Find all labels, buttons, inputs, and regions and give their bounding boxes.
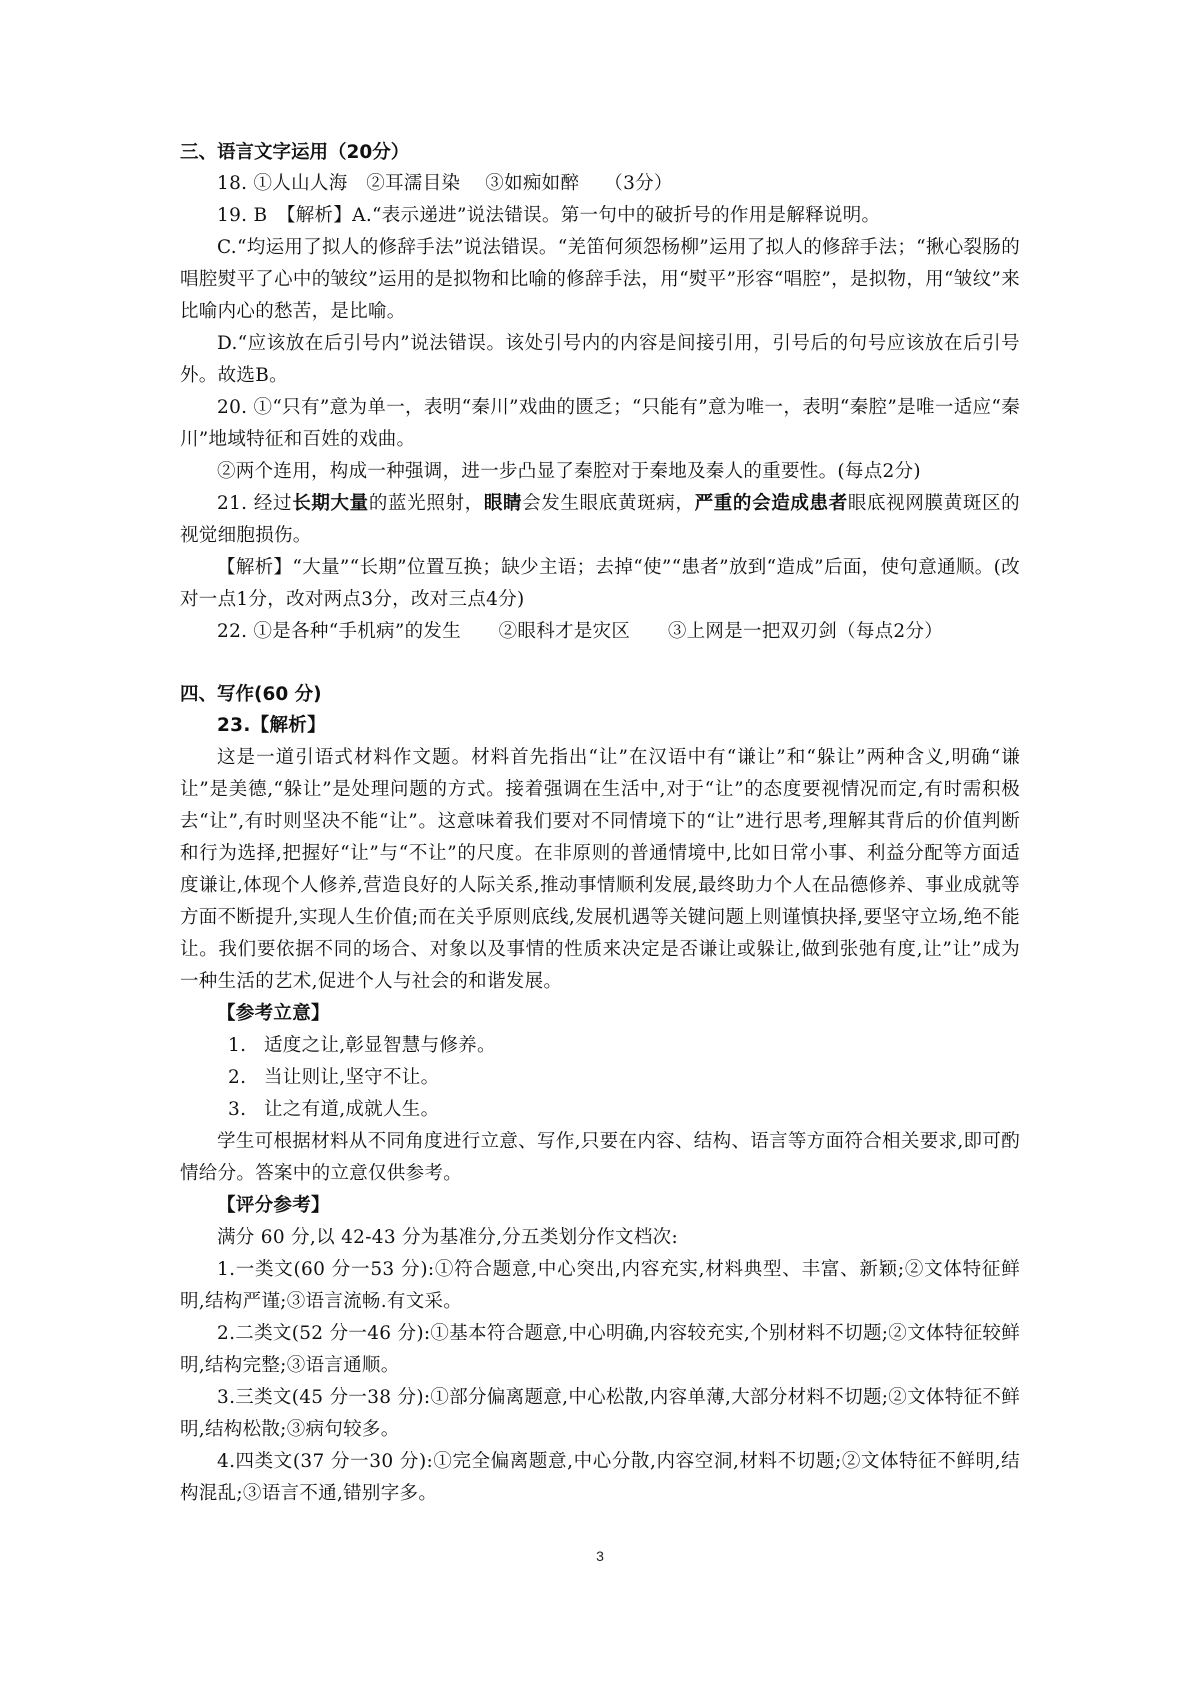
q19-answer [180, 200, 1020, 232]
q21-text-1: 21. 经过 [217, 493, 293, 514]
idea-text: 让之有道,成就人生。 [264, 1099, 440, 1120]
idea-item [228, 1030, 1020, 1062]
idea-item [228, 1062, 1020, 1094]
q23-label [180, 710, 1020, 742]
scoring-heading [180, 1190, 1020, 1222]
ideas-heading [180, 998, 1020, 1030]
q23-analysis: 这是一道引语式材料作文题。材料首先指出“让”在汉语中有“谦让”和“躲让”两种含义,明确“谦让”是美德,“躲让”是处理问题的方式。接着强调在生活中,对于“让”的态度要视情况而定,有时需积极去“让”,有时则坚决不能“让”。这意味着我们要对不同情境下的“让”进行思考,理解其背后的价值判断和行为选择,把握好“让”与“不让”的尺度。在非原则的普通情境中,比如日常小事、利益分配等方面适度谦让,体现个人修养,营造良好的人际关系,推动事情顺利发展,最终助力个人在品德修养、事业成就等方面不断提升,实现人生价值;而在关乎原则底线,发展机遇等关键问题上则谨慎抉择,要坚守立场,绝不能让。我们要依据不同的场合、对象以及事情的性质来决定是否谦让或躲让,做到张弛有度,让”让”成为一种生活的艺术,促进个人与社会的和谐发展。 [180, 747, 1020, 992]
q20-point-1: 20. ①“只有”意为单一，表明“秦川”戏曲的匮乏；“只能有”意为唯一，表明“秦腔”是唯一适应“秦川”地域特征和百姓的戏曲。 [180, 397, 1020, 450]
section-3-heading: 三、语言文字运用（20分） [180, 142, 410, 163]
ideas-list [180, 1030, 1020, 1126]
q21-bold-2: 眼睛 [483, 493, 523, 514]
section-4-heading: 四、写作(60 分) [180, 684, 322, 705]
q23-label-text: 23.【解析】 [217, 715, 326, 736]
q21-text-4: 眼底视网膜黄斑区的视觉细胞损伤。 [180, 493, 1020, 546]
scoring-level: 4.四类文(37 分一30 分):①完全偏离题意,中心分散,内容空洞,材料不切题;②文体特征不鲜明,结构混乱;③语言不通,错别字多。 [180, 1451, 1020, 1504]
q21-bold-1: 长期大量 [292, 493, 369, 514]
page-content [180, 138, 1020, 1510]
idea-number: 2. [228, 1067, 247, 1088]
q19-lead: 19. B 【解析】 [217, 205, 353, 226]
q22-answer: 22. ①是各种“手机病”的发生 ②眼科才是灾区 ③上网是一把双刃剑（每点2分） [217, 621, 944, 642]
ideas-heading-text: 【参考立意】 [217, 1003, 330, 1024]
scoring-level: 3.三类文(45 分一38 分):①部分偏离题意,中心松散,内容单薄,大部分材料不切题;②文体特征不鲜明,结构松散;③病句较多。 [180, 1387, 1020, 1440]
q21-text-3: 会发生眼底黄斑病， [522, 493, 695, 514]
q21-bold-3: 严重的会造成患者 [694, 493, 848, 514]
section-gap [180, 648, 1020, 680]
idea-number: 3. [228, 1099, 247, 1120]
q19-option-a: A.“表示递进”说法错误。第一句中的破折号的作用是解释说明。 [352, 205, 881, 226]
q19-option-c: C.“均运用了拟人的修辞手法”说法错误。“羌笛何须怨杨柳”运用了拟人的修辞手法；“揪心裂肠的唱腔熨平了心中的皱纹”运用的是拟物和比喻的修辞手法，用“熨平”形容“唱腔”，是拟物，用“皱纹”来比喻内心的愁苦，是比喻。 [180, 237, 1020, 322]
scoring-heading-text: 【评分参考】 [217, 1195, 330, 1216]
idea-number: 1. [228, 1035, 247, 1056]
idea-text: 当让则让,坚守不让。 [264, 1067, 440, 1088]
idea-text: 适度之让,彰显智慧与修养。 [264, 1035, 496, 1056]
scoring-level: 1.一类文(60 分一53 分):①符合题意,中心突出,内容充实,材料典型、丰富、新颖;②文体特征鲜明,结构严谨;③语言流畅.有文采。 [180, 1259, 1020, 1312]
scoring-intro: 满分 60 分,以 42-43 分为基准分,分五类划分作文档次: [217, 1227, 678, 1248]
q21-answer [180, 488, 1020, 552]
ideas-note: 学生可根据材料从不同角度进行立意、写作,只要在内容、结构、语言等方面符合相关要求,即可酌情给分。答案中的立意仅供参考。 [180, 1131, 1020, 1184]
page-number: 3 [596, 1548, 604, 1564]
scoring-level: 2.二类文(52 分一46 分):①基本符合题意,中心明确,内容较充实,个别材料不切题;②文体特征较鲜明,结构完整;③语言通顺。 [180, 1323, 1020, 1376]
idea-item [228, 1094, 1020, 1126]
q20-point-2: ②两个连用，构成一种强调，进一步凸显了秦腔对于秦地及秦人的重要性。(每点2分) [217, 461, 921, 482]
q19-option-d: D.“应该放在后引号内”说法错误。该处引号内的内容是间接引用，引号后的句号应该放在后引号外。故选B。 [180, 333, 1020, 386]
q21-analysis: 【解析】“大量”“长期”位置互换；缺少主语；去掉“使”“患者”放到“造成”后面，使句意通顺。(改对一点1分，改对两点3分，改对三点4分) [180, 557, 1020, 610]
q21-text-2: 的蓝光照射， [368, 493, 484, 514]
q18-answer: 18. ①人山人海 ②耳濡目染 ③如痴如醉 （3分） [217, 173, 673, 194]
